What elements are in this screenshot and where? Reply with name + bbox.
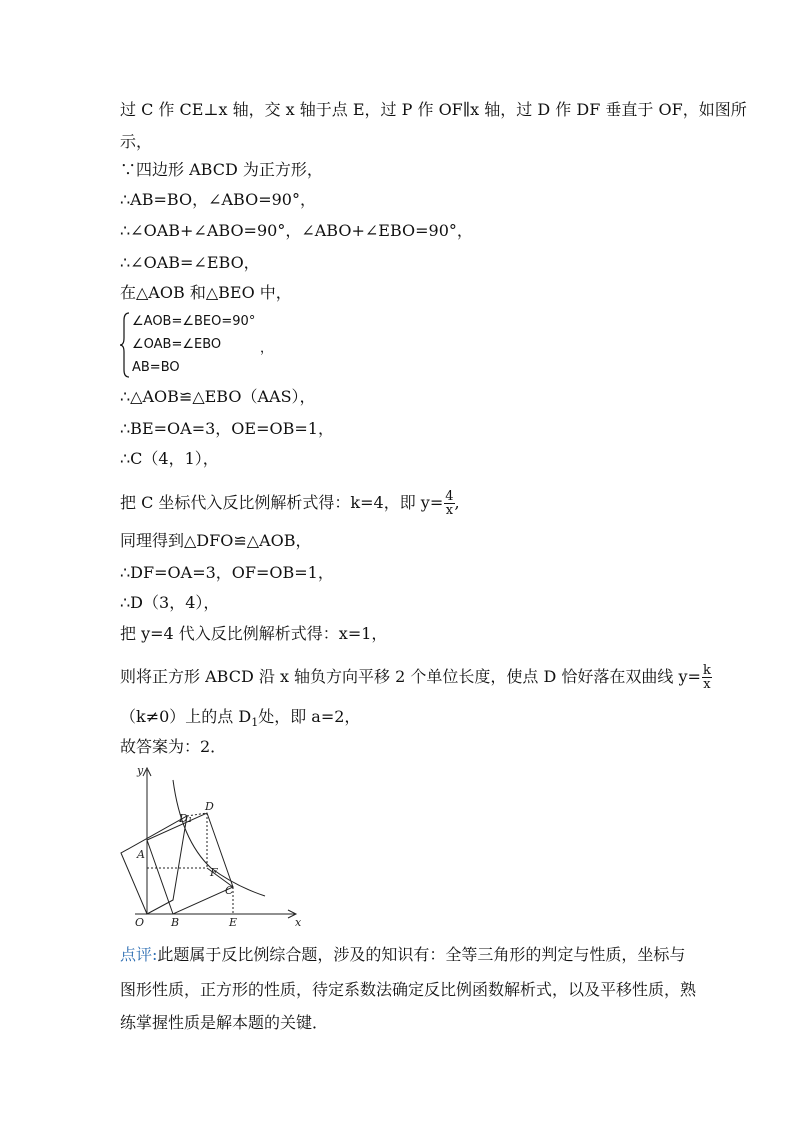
- system-row: AB=BO: [132, 360, 180, 375]
- label-b: B: [171, 916, 180, 929]
- square-abcd: [147, 813, 233, 914]
- system-row: ∠OAB=∠EBO: [132, 337, 222, 352]
- fraction-denominator: x: [445, 503, 454, 518]
- label-d1: D₁: [179, 812, 193, 825]
- label-y: y: [137, 764, 144, 777]
- equation-system: [120, 312, 300, 382]
- text-line: [120, 664, 712, 691]
- label-c: C: [225, 884, 234, 897]
- comment-label: 点评:: [120, 945, 158, 964]
- hyperbola-curve: [173, 780, 265, 896]
- label-a: A: [137, 848, 145, 861]
- text-line: 过 C 作 CE⊥x 轴，交 x 轴于点 E，过 P 作 OF∥x 轴，过 D 作 DF 垂直于 OF，如图所: [120, 100, 747, 119]
- fraction-numerator: 4: [445, 489, 454, 504]
- text-line: ∴BE=OA=3，OE=OB=1，: [120, 419, 334, 438]
- text-line: ∴DF=OA=3，OF=OB=1，: [120, 563, 334, 582]
- text-line: ∴C（4，1），: [120, 449, 219, 468]
- comment-line: 练掌握性质是解本题的关键．: [120, 1013, 329, 1032]
- text-segment: 处，即 a=2，: [258, 707, 361, 726]
- subscript: 1: [251, 716, 259, 730]
- text-segment: 则将正方形 ABCD 沿 x 轴负方向平移 2 个单位长度，使点 D 恰好落在双曲线 y=: [120, 667, 701, 686]
- label-o: O: [135, 916, 145, 929]
- comment-line: 图形性质，正方形的性质，待定系数法确定反比例函数解析式，以及平移性质，熟: [120, 980, 697, 999]
- text-line: [120, 707, 360, 733]
- system-trailing-comma: ，: [260, 341, 274, 356]
- text-line: ∴△AOB≌△EBO（AAS），: [120, 387, 316, 406]
- system-row: ∠AOB=∠BEO=90°: [132, 314, 256, 329]
- text-line: [120, 490, 460, 517]
- text-line: 示，: [120, 132, 153, 151]
- fraction: [444, 490, 454, 517]
- label-x: x: [295, 916, 302, 929]
- fraction-denominator: x: [703, 677, 711, 692]
- text-line: ∴∠OAB=∠EBO，: [120, 253, 260, 272]
- fraction-numerator: k: [702, 663, 711, 678]
- comment-line: [120, 945, 685, 965]
- text-line: ∴AB=BO，∠ABO=90°，: [120, 190, 316, 209]
- left-brace-icon: [120, 312, 130, 378]
- text-line: ∴D（3，4），: [120, 593, 220, 612]
- text-line: 在△AOB 和△BEO 中，: [120, 283, 292, 302]
- text-line: 故答案为：2．: [120, 737, 227, 756]
- label-f: F: [210, 866, 218, 879]
- text-line: 同理得到△DFO≌△AOB，: [120, 531, 312, 550]
- text-line: ∵四边形 ABCD 为正方形，: [120, 160, 323, 179]
- fraction: [702, 664, 712, 691]
- text-segment: （k≠0）上的点 D: [120, 707, 252, 726]
- label-e: E: [229, 916, 238, 929]
- text-segment: 把 C 坐标代入反比例解析式得：k=4，即 y=: [120, 493, 444, 512]
- comment-text: 此题属于反比例综合题，涉及的知识有：全等三角形的判定与性质，坐标与: [157, 945, 686, 964]
- geometry-figure: [115, 760, 305, 930]
- text-line: ∴∠OAB+∠ABO=90°，∠ABO+∠EBO=90°，: [120, 221, 473, 240]
- text-segment: ,: [454, 493, 460, 512]
- label-d: D: [205, 800, 214, 813]
- square-translated: [121, 816, 187, 914]
- text-line: 把 y=4 代入反比例解析式得：x=1，: [120, 624, 388, 643]
